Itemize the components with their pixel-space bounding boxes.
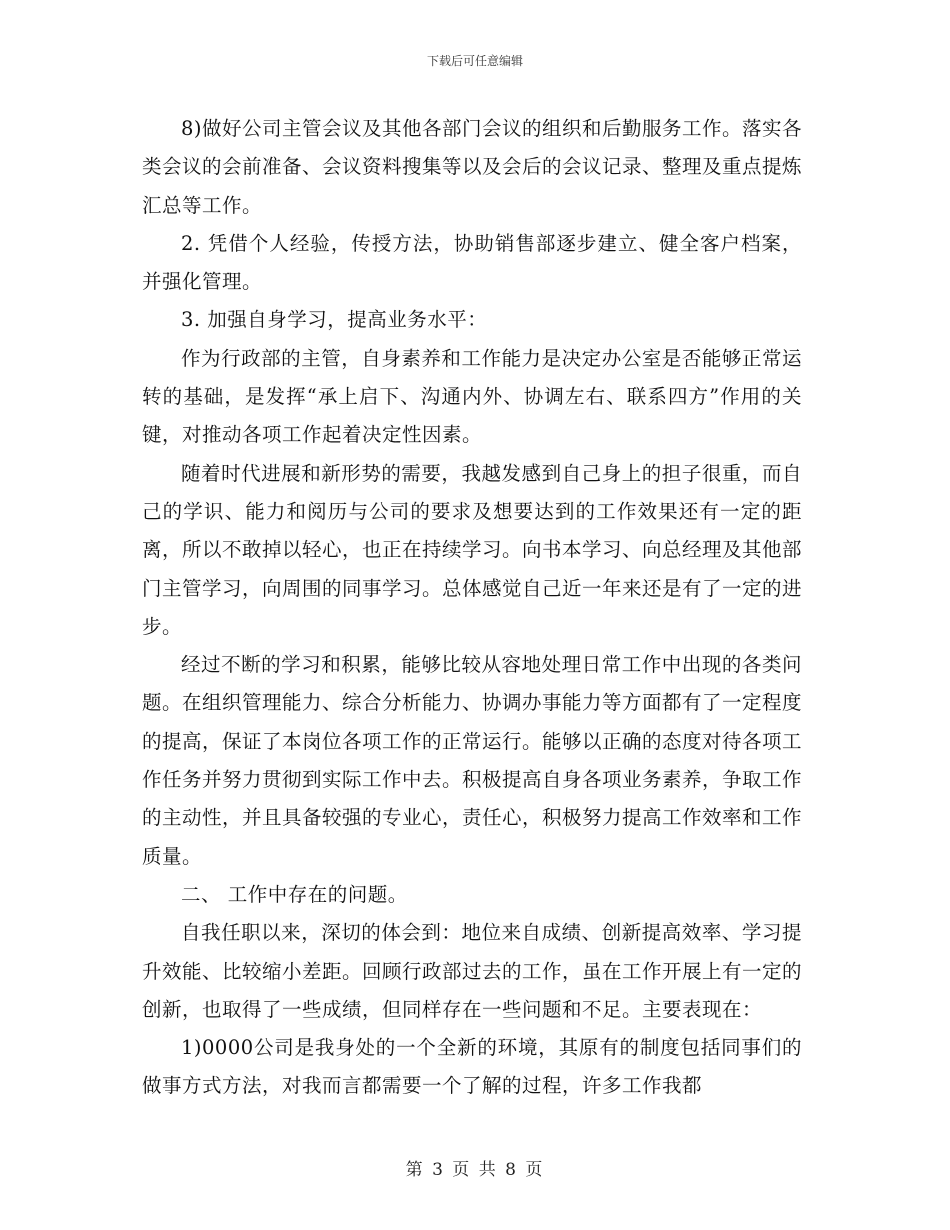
paragraph-4: 作为行政部的主管，自身素养和工作能力是决定办公室是否能够正常运转的基础，是发挥“承上启下、沟通内外、协调左右、联系四方”作用的关键，对推动各项工作起着决定性因素。 <box>142 346 802 447</box>
page-header: 下载后可任意编辑 <box>426 54 523 68</box>
paragraph-8: 1)0000公司是我身处的一个全新的环境，其原有的制度包括同事们的做事方式方法，对我而言都需要一个了解的过程，许多工作我都 <box>142 1036 802 1098</box>
page-number: 第 3 页 共 8 页 <box>405 1160 545 1180</box>
paragraph-1: 8)做好公司主管会议及其他各部门会议的组织和后勤服务工作。落实各类会议的会前准备、会议资料搜集等以及会后的会议记录、整理及重点提炼汇总等工作。 <box>142 117 803 217</box>
paragraph-5: 随着时代进展和新形势的需要，我越发感到自己身上的担子很重，而自己的学识、能力和阅历与公司的要求及想要达到的工作效果还有一定的距离，所以不敢掉以轻心，也正在持续学习。向书本学习、向总经理及其他部门主管学习，向周围的同事学习。总体感觉自己近一年来还是有了一定的进步。 <box>142 461 803 638</box>
body-text <box>142 110 802 1106</box>
paragraph-3: 3. 加强自身学习，提高业务水平： <box>181 308 488 332</box>
paragraph-2: 2. 凭借个人经验，传授方法，协助销售部逐步建立、健全客户档案，并强化管理。 <box>142 231 802 294</box>
section-heading-2: 二、 工作中存在的问题。 <box>181 882 408 906</box>
paragraph-6: 经过不断的学习和积累，能够比较从容地处理日常工作中出现的各类问题。在组织管理能力、综合分析能力、协调办事能力等方面都有了一定程度的提高，保证了本岗位各项工作的正常运行。能够以正确的态度对待各项工作任务并努力贯彻到实际工作中去。积极提高自身各项业务素养，争取工作的主动性，并且具备较强的专业心，责任心，积极努力提高工作效率和工作质量。 <box>142 653 803 868</box>
paragraph-7: 自我任职以来，深切的体会到：地位来自成绩、创新提高效率、学习提升效能、比较缩小差距。回顾行政部过去的工作，虽在工作开展上有一定的创新，也取得了一些成绩，但同样存在一些问题和不足。主要表现在： <box>142 921 803 1021</box>
